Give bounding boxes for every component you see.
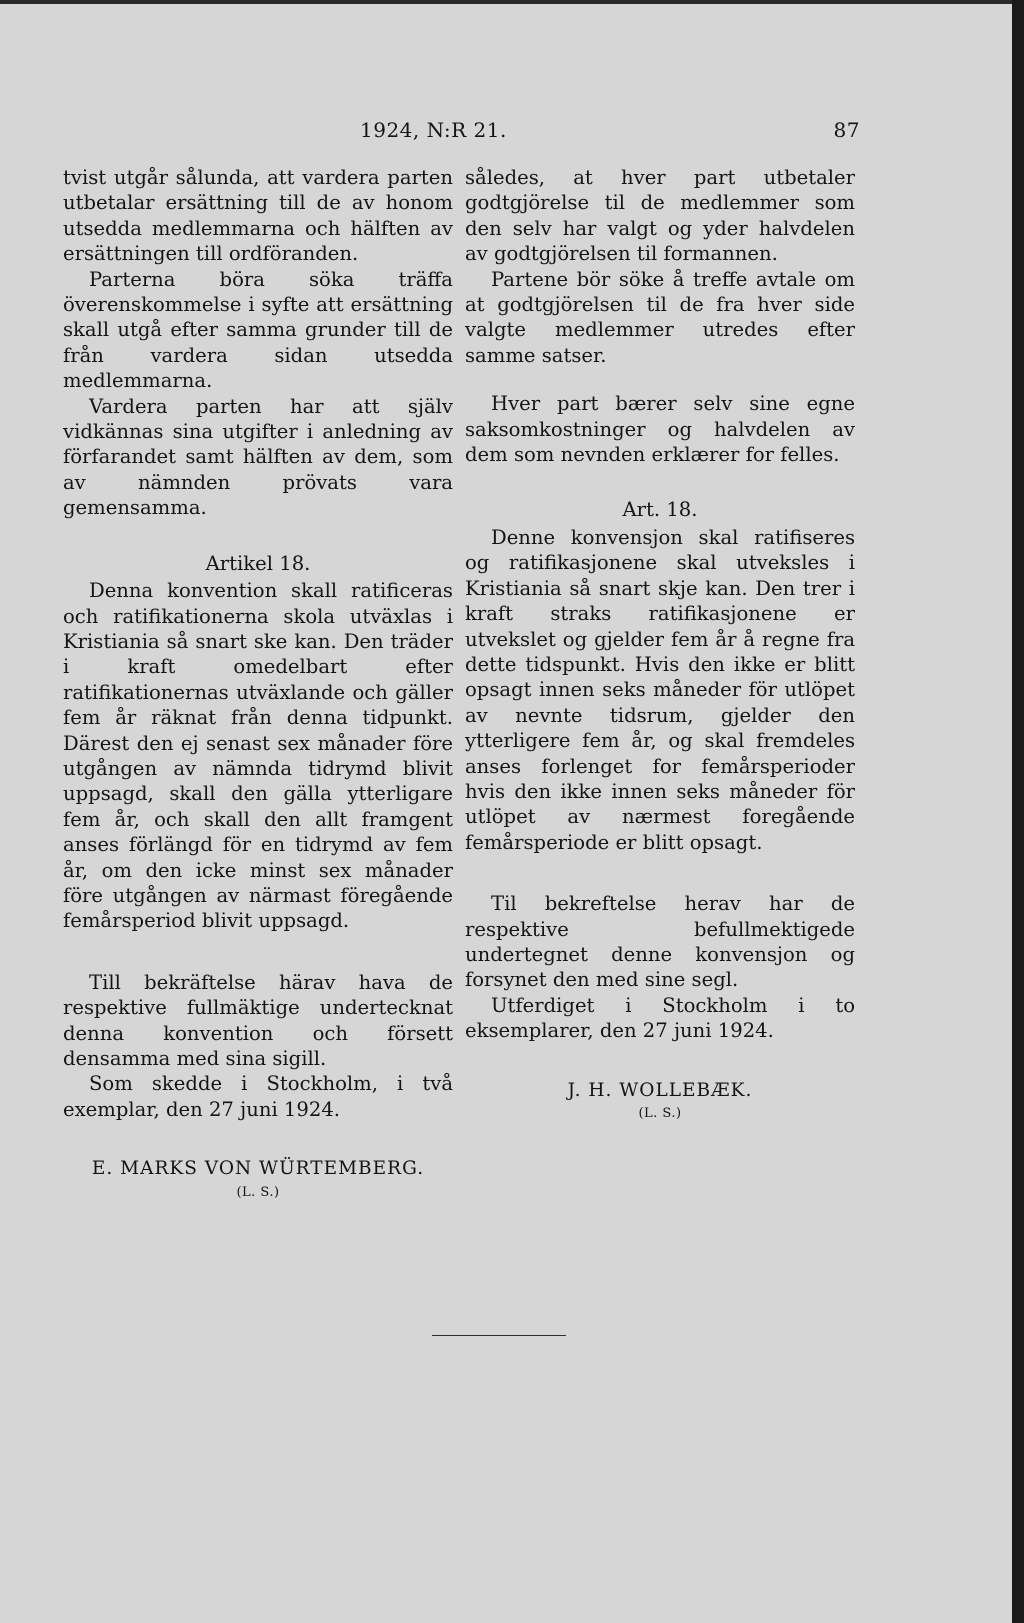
paragraph: Utferdiget i Stockholm i to eksemplarer, den 27 juni 1924. bbox=[465, 993, 855, 1043]
paragraph: Til bekreftelse herav har de respektive befullmektigede undertegnet denne konvensjon og forsynet den med sine segl. bbox=[465, 892, 855, 992]
running-title: 1924, N:R 21. bbox=[360, 118, 507, 142]
paragraph: Vardera parten har att själv vidkännas sina utgifter i anledning av förfarandet samt hälften av dem, som av nämnden prövats vara gemensamma. bbox=[63, 394, 453, 520]
running-head bbox=[360, 118, 860, 142]
paragraph: Denna konvention skall ratificeras och ratifikationerna skola utväxlas i Kristiania så snart ske kan. Den träder i kraft omedelbart efter ratifikationernas utväxlande och gäller fem år räknat från denna tidpunkt. Därest den ej senast sex månader före utgången av nämnda tidrymd blivit uppsagd, skall den gälla ytterligare fem år, och skall den allt framgent anses förlängd för en tidrymd av fem år, om den icke minst sex månader före utgången av närmast föregående femårsperiod blivit uppsagd. bbox=[63, 579, 453, 933]
paragraph: Parterna böra söka träffa överenskommelse i syfte att ersättning skall utgå efter samma grunder till de från vardera sidan utsedda medlemmarna. bbox=[63, 267, 453, 393]
page-number: 87 bbox=[833, 118, 860, 142]
paragraph: Som skedde i Stockholm, i två exemplar, den 27 juni 1924. bbox=[63, 1072, 453, 1121]
signatory-name: J. H. WOLLEBÆK. bbox=[567, 1079, 753, 1101]
article-heading: Artikel 18. bbox=[205, 551, 311, 575]
signature-block bbox=[465, 1078, 855, 1127]
signature-block bbox=[63, 1156, 453, 1205]
norwegian-column bbox=[465, 165, 855, 1126]
seal-mark: (L. S.) bbox=[236, 1184, 280, 1200]
paragraph: Till bekräftelse härav hava de respektive fullmäktige undertecknat denna konvention och försett densamma med sina sigill. bbox=[63, 970, 453, 1070]
paragraph: tvist utgår sålunda, att vardera parten utbetalar ersättning till de av honom utsedda medlemmarna och hälften av ersättningen till ordföranden. bbox=[63, 166, 453, 266]
signatory-name: E. MARKS VON WÜRTEMBERG. bbox=[91, 1158, 425, 1180]
paragraph: Partene bör söke å treffe avtale om at godtgjörelsen til de fra hver side valgte medlemmer utredes efter samme satser. bbox=[465, 267, 855, 367]
seal-mark: (L. S.) bbox=[638, 1106, 682, 1121]
end-rule bbox=[432, 1335, 566, 1336]
scan-edge bbox=[0, 0, 1012, 4]
paragraph: Hver part bærer selv sine egne saksomkostninger og halvdelen av dem som nevnden erklærer for felles. bbox=[465, 392, 855, 467]
paragraph: Denne konvensjon skal ratifiseres og ratifikasjonene skal utveksles i Kristiania så snart skje kan. Den trer i kraft straks ratifikasjonene er utvekslet og gjelder fem år å regne fra dette tidspunkt. Hvis den ikke er blitt opsagt innen seks måneder för utlöpet av nevnte tidsrum, gjelder den ytterligere fem år, og skal fremdeles anses forlenget for femårsperioder hvis den ikke innen seks måneder för utlöpet av nærmest foregående femårsperiode er blitt opsagt. bbox=[465, 525, 855, 854]
swedish-column bbox=[63, 165, 453, 1205]
article-heading: Art. 18. bbox=[622, 498, 698, 522]
paragraph: således, at hver part utbetaler godtgjörelse til de medlemmer som den selv har valgt og yder halvdelen av godtgjörelsen til formannen. bbox=[465, 166, 855, 266]
